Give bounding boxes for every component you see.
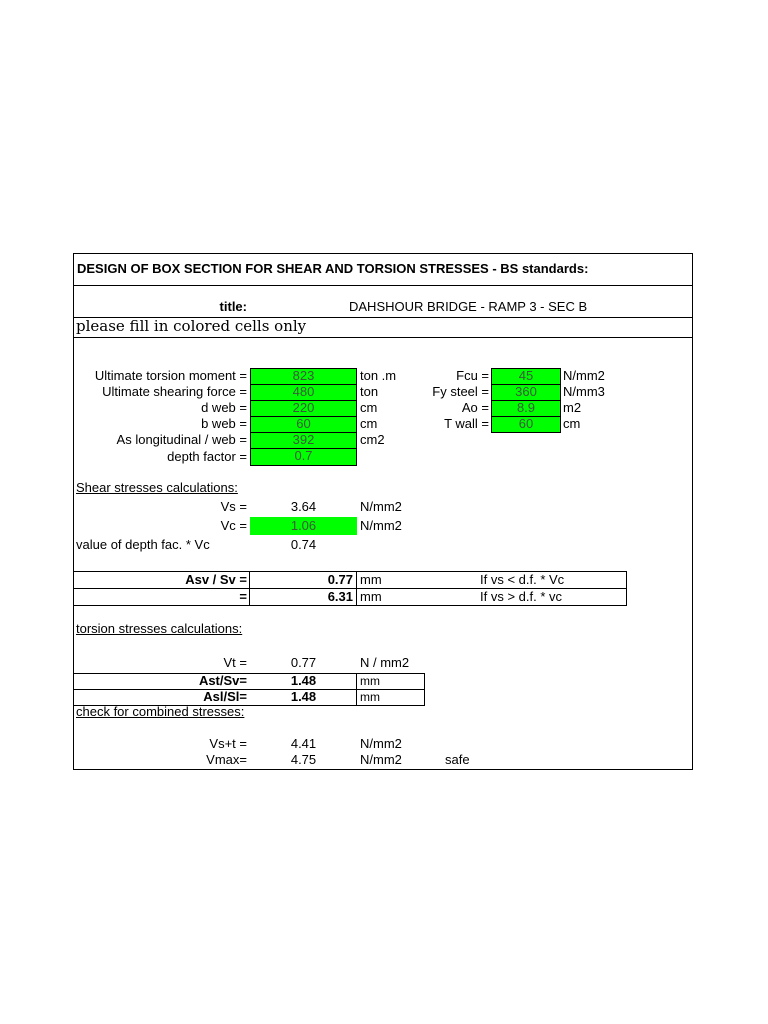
fy-steel-unit: N/mm3 (563, 384, 605, 399)
asv-col-divider (356, 571, 357, 606)
t-wall-input[interactable]: 60 (491, 416, 561, 433)
vc-label: Vc = (220, 518, 247, 533)
b-web-unit: cm (360, 416, 378, 431)
asv-value-1: 0.77 (327, 572, 353, 587)
shearing-force-label: Ultimate shearing force = (102, 384, 247, 399)
divider (73, 337, 693, 338)
fy-steel-label: Fy steel = (432, 384, 489, 399)
vmax-label: Vmax= (206, 752, 247, 767)
safety-status: safe (445, 752, 470, 767)
asl-label: Asl/Sl= (203, 689, 247, 704)
d-web-input[interactable]: 220 (250, 400, 357, 417)
as-longitudinal-input[interactable]: 392 (250, 432, 357, 449)
asl-unit: mm (360, 690, 380, 704)
ast-value: 1.48 (290, 673, 317, 688)
depth-factor-vc-value: 0.74 (290, 537, 317, 552)
vmax-value: 4.75 (290, 752, 317, 767)
depth-factor-label: depth factor = (167, 449, 247, 464)
torsion-heading: torsion stresses calculations: (76, 621, 243, 636)
fcu-unit: N/mm2 (563, 368, 605, 383)
asl-value: 1.48 (290, 689, 317, 704)
asv-unit-2: mm (360, 589, 382, 604)
ao-unit: m2 (563, 400, 582, 415)
torsion-moment-label: Ultimate torsion moment = (94, 368, 247, 383)
asv-label: Asv / Sv = (185, 572, 247, 587)
title-label: title: (219, 299, 247, 314)
asv-unit-1: mm (360, 572, 382, 587)
torsion-moment-unit: ton .m (360, 368, 397, 383)
vs-label: Vs = (220, 499, 247, 514)
shearing-force-input[interactable]: 480 (250, 384, 357, 401)
ao-label: Ao = (461, 400, 489, 415)
fcu-label: Fcu = (456, 368, 489, 383)
d-web-label: d web = (201, 400, 247, 415)
ast-label: Ast/Sv= (198, 673, 247, 688)
shear-heading: Shear stresses calculations: (76, 480, 238, 495)
fy-steel-input[interactable]: 360 (491, 384, 561, 401)
b-web-input[interactable]: 60 (250, 416, 357, 433)
b-web-label: b web = (201, 416, 247, 431)
depth-factor-vc-label: value of depth fac. * Vc (76, 537, 210, 552)
as-longitudinal-unit: cm2 (360, 432, 385, 447)
torsion-moment-input[interactable]: 823 (250, 368, 357, 385)
sheet-title: DESIGN OF BOX SECTION FOR SHEAR AND TORSION STRESSES - BS standards: (77, 261, 589, 276)
vt-unit: N / mm2 (360, 655, 410, 670)
t-wall-unit: cm (563, 416, 581, 431)
depth-factor-input[interactable]: 0.7 (250, 448, 357, 466)
vs-unit: N/mm2 (360, 499, 402, 514)
asv-label-2: = (239, 589, 247, 604)
vc-unit: N/mm2 (360, 518, 402, 533)
vs-value: 3.64 (290, 499, 317, 514)
combined-heading: check for combined stresses: (76, 704, 245, 719)
vc-value-cell[interactable]: 1.06 (250, 517, 357, 535)
ao-input[interactable]: 8.9 (491, 400, 561, 417)
vmax-unit: N/mm2 (360, 752, 402, 767)
vst-label: Vs+t = (209, 736, 247, 751)
as-longitudinal-label: As longitudinal / web = (116, 432, 247, 447)
d-web-unit: cm (360, 400, 378, 415)
instruction-text: please fill in colored cells only (76, 317, 307, 335)
t-wall-label: T wall = (444, 416, 489, 431)
vst-unit: N/mm2 (360, 736, 402, 751)
divider (73, 285, 693, 286)
title-value[interactable]: DAHSHOUR BRIDGE - RAMP 3 - SEC B (349, 299, 588, 314)
asv-condition-1: If vs < d.f. * Vc (480, 572, 565, 587)
asv-condition-2: If vs > d.f. * vc (480, 589, 562, 604)
ast-unit: mm (360, 674, 380, 688)
asv-value-2: 6.31 (327, 589, 353, 604)
vt-value: 0.77 (290, 655, 317, 670)
fcu-input[interactable]: 45 (491, 368, 561, 385)
shearing-force-unit: ton (360, 384, 379, 399)
vt-label: Vt = (223, 655, 247, 670)
vst-value: 4.41 (290, 736, 317, 751)
